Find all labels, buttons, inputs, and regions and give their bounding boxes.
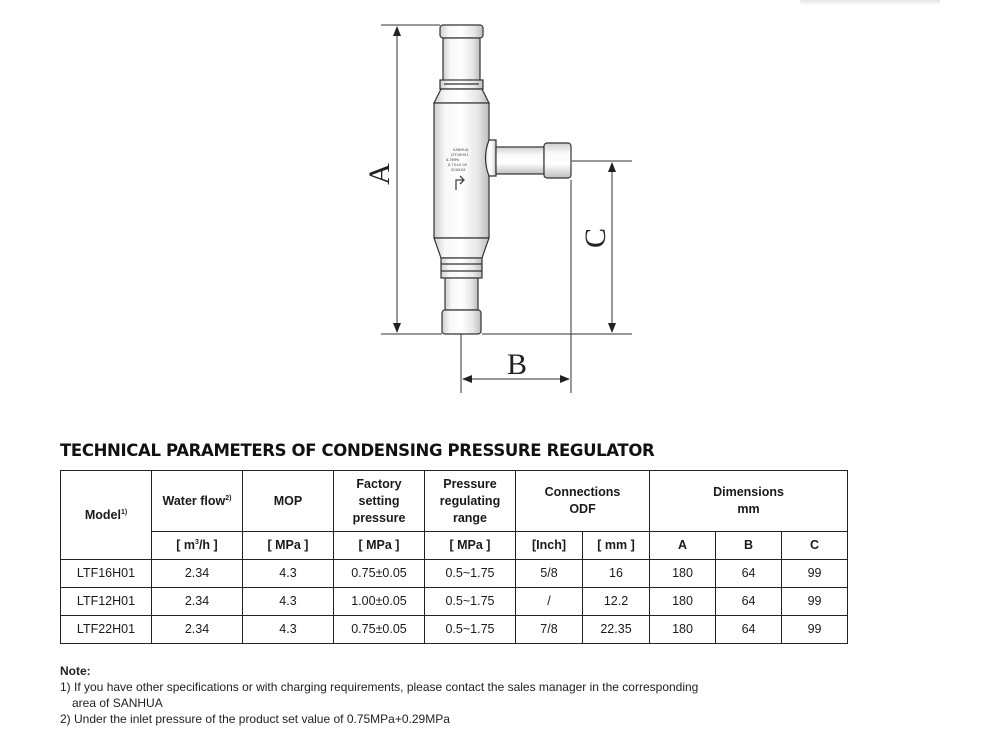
cell-dim-c: 99 <box>782 616 848 644</box>
cell-dim-b: 64 <box>716 588 782 616</box>
cell-dim-a: 180 <box>650 616 716 644</box>
cell-water-flow: 2.34 <box>152 560 243 588</box>
dimension-c-label: C <box>579 227 612 249</box>
cell-water-flow: 2.34 <box>152 588 243 616</box>
marking-line-5: 20XXXX <box>451 168 466 172</box>
cell-mm: 16 <box>583 560 650 588</box>
unit-regulating-range: [ MPa ] <box>425 532 516 560</box>
cell-dim-c: 99 <box>782 560 848 588</box>
note-item-1-continued: area of SANHUA <box>72 696 163 710</box>
cell-inch: 5/8 <box>516 560 583 588</box>
unit-mop: [ MPa ] <box>243 532 334 560</box>
unit-mm: [ mm ] <box>583 532 650 560</box>
cell-factory-setting: 0.75±0.05 <box>334 616 425 644</box>
unit-dim-c: C <box>782 532 848 560</box>
header-connections: Connections ODF <box>516 471 650 532</box>
unit-inch: [Inch] <box>516 532 583 560</box>
cell-factory-setting: 1.00±0.05 <box>334 588 425 616</box>
marking-line-1: SANHUA <box>453 148 469 152</box>
unit-dim-a: A <box>650 532 716 560</box>
table-row <box>61 588 848 616</box>
table-row <box>61 560 848 588</box>
unit-dim-b: B <box>716 532 782 560</box>
regulator-body <box>434 25 571 334</box>
header-model: Model$^{1)}$ <box>61 471 152 560</box>
cell-mm: 22.35 <box>583 616 650 644</box>
cell-inch: 7/8 <box>516 616 583 644</box>
cell-model: LTF12H01 <box>61 588 152 616</box>
cell-factory-setting: 0.75±0.05 <box>334 560 425 588</box>
cell-dim-a: 180 <box>650 588 716 616</box>
marking-line-3: 4.3MPa <box>446 158 460 162</box>
cell-inch: / <box>516 588 583 616</box>
header-mop: MOP <box>243 471 334 532</box>
header-water-flow: Water flow$^{2)}$ <box>152 471 243 532</box>
units-row <box>61 532 848 560</box>
cell-mm: 12.2 <box>583 588 650 616</box>
cell-mop: 4.3 <box>243 560 334 588</box>
section-title: TECHNICAL PARAMETERS OF CONDENSING PRESSURE REGULATOR <box>60 441 655 460</box>
note-item-1: 1) If you have other specifications or with charging requirements, please contact the sales manager in the corresponding <box>60 680 699 694</box>
cell-regulating-range: 0.5~1.75 <box>425 616 516 644</box>
dimension-a-label: A <box>363 163 396 185</box>
cell-dim-b: 64 <box>716 560 782 588</box>
header-row <box>61 471 848 532</box>
notes-section <box>60 663 698 727</box>
marking-line-4: 0.75±0.05 <box>448 163 468 167</box>
note-item-2: 2) Under the inlet pressure of the product set value of 0.75MPa+0.29MPa <box>60 712 450 726</box>
header-regulating-range: Pressure regulating range <box>425 471 516 532</box>
cell-regulating-range: 0.5~1.75 <box>425 588 516 616</box>
header-factory-setting: Factory setting pressure <box>334 471 425 532</box>
cell-mop: 4.3 <box>243 616 334 644</box>
cell-water-flow: 2.34 <box>152 616 243 644</box>
cell-model: LTF22H01 <box>61 616 152 644</box>
cell-mop: 4.3 <box>243 588 334 616</box>
cell-dim-c: 99 <box>782 588 848 616</box>
marking-line-2: LTF16H01 <box>451 153 469 157</box>
unit-factory-setting: [ MPa ] <box>334 532 425 560</box>
cell-dim-b: 64 <box>716 616 782 644</box>
unit-water-flow: [ $m^3/h$ ] <box>152 532 243 560</box>
parameters-table <box>60 470 848 644</box>
cell-dim-a: 180 <box>650 560 716 588</box>
cell-regulating-range: 0.5~1.75 <box>425 560 516 588</box>
table-row <box>61 616 848 644</box>
header-dimensions: Dimensions mm <box>650 471 848 532</box>
dimension-b-label: B <box>506 348 528 381</box>
notes-title: Note: <box>60 664 91 678</box>
cell-model: LTF16H01 <box>61 560 152 588</box>
